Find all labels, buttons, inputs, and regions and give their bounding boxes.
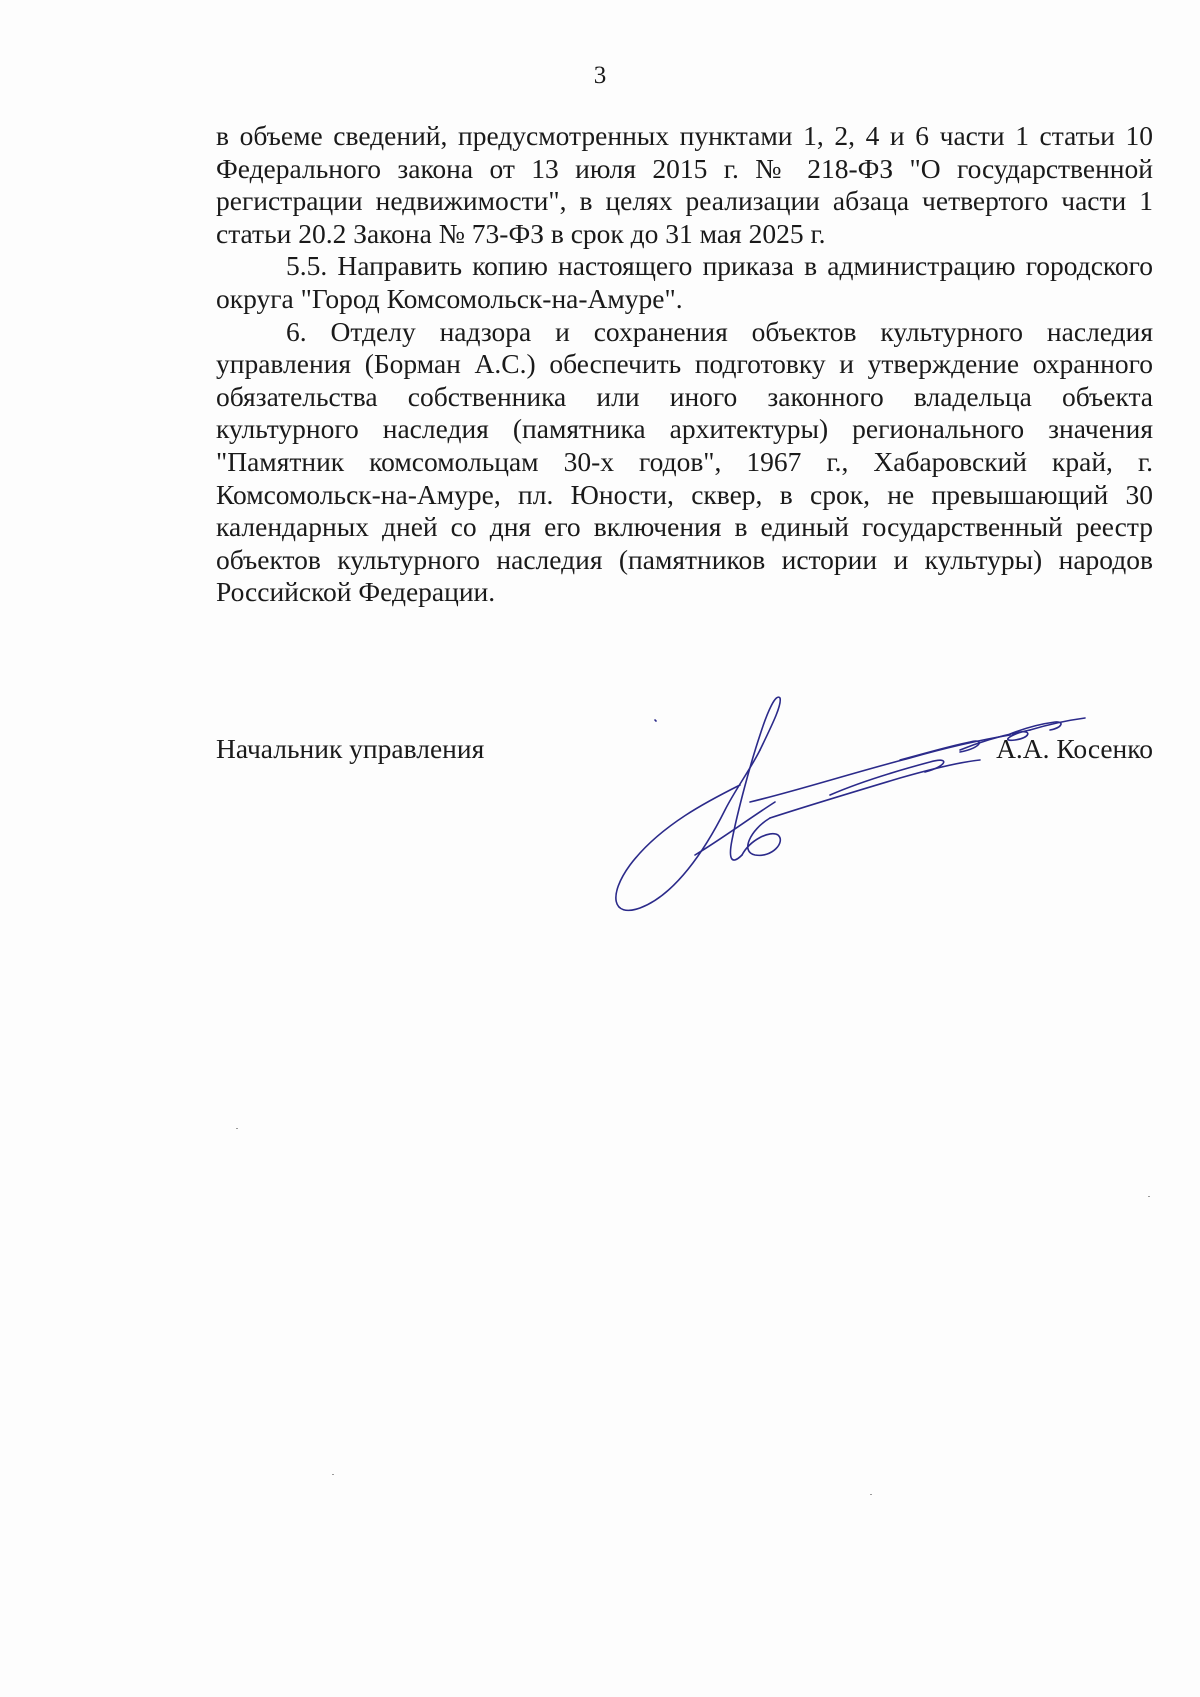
scan-speck xyxy=(1148,1196,1150,1197)
paragraph-item-5-5: 5.5. Направить копию настоящего приказа в администрацию городского округа "Город Комсомольск-на-Амуре". xyxy=(216,250,1153,314)
paragraph-continuation: в объеме сведений, предусмотренных пунктами 1, 2, 4 и 6 части 1 статьи 10 Федерального закона от 13 июля 2015 г. № 218-ФЗ "О государственной регистрации недвижимости", в целях реализации абзаца четвертого части 1 статьи 20.2 Закона № 73-ФЗ в срок до 31 мая 2025 г. xyxy=(216,120,1153,249)
document-body xyxy=(216,120,1153,609)
scan-speck xyxy=(236,1128,238,1129)
page-number: 3 xyxy=(593,62,607,89)
scan-speck xyxy=(332,1474,334,1475)
paragraph-item-6: 6. Отделу надзора и сохранения объектов культурного наследия управления (Борман А.С.) обеспечить подготовку и утверждение охранного обязательства собственника или иного законного владельца объекта культурного наследия (памятника архитектуры) регионального значения "Памятник комсомольцам 30-х годов", 1967 г., Хабаровский край, г. Комсомольск-на-Амуре, пл. Юности, сквер, в срок, не превышающий 30 календарных дней со дня его включения в единый государственный реестр объектов культурного наследия (памятников истории и культуры) народов Российской Федерации. xyxy=(216,315,1153,608)
signatory-position: Начальник управления xyxy=(216,733,485,764)
handwritten-signature xyxy=(600,690,1110,920)
scan-speck xyxy=(870,1494,872,1495)
signatory-name: А.А. Косенко xyxy=(996,733,1153,764)
